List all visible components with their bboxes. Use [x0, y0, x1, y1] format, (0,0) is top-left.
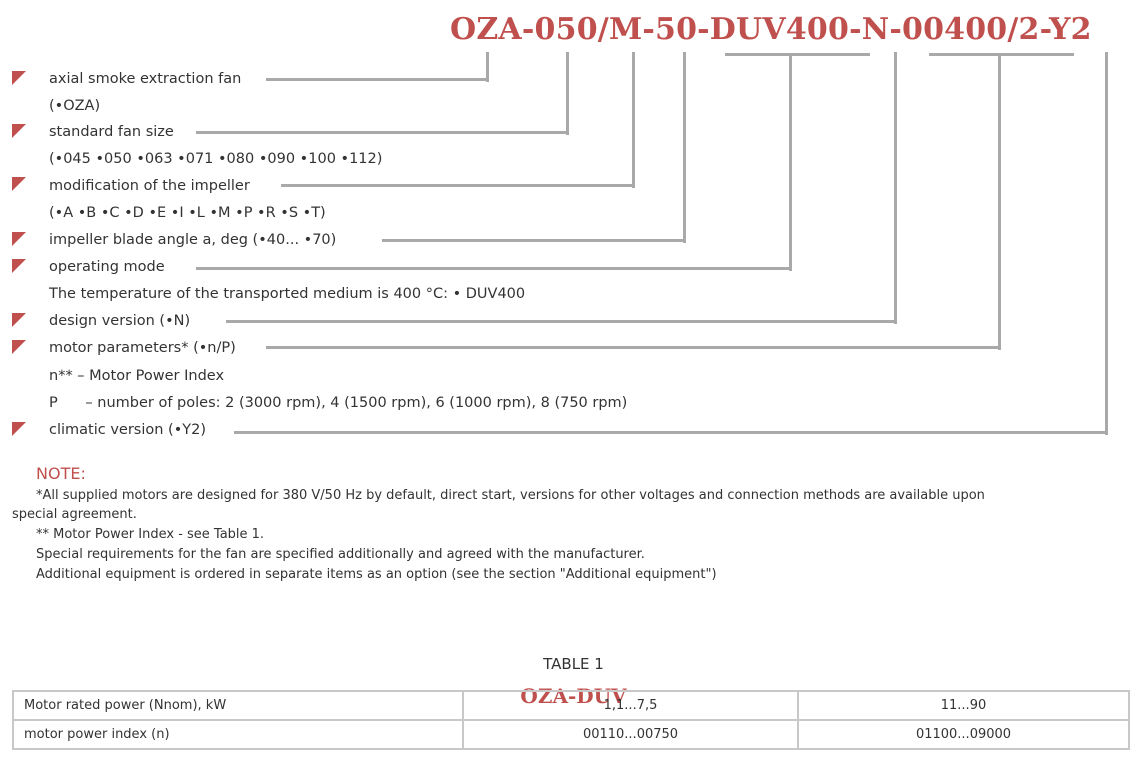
table-row — [13, 691, 1129, 720]
triangle-marker-icon — [12, 313, 26, 327]
item-motor-params-index: n** – Motor Power Index — [49, 368, 225, 384]
table-caption: TABLE 1 — [543, 655, 604, 673]
triangle-marker-icon — [12, 259, 26, 273]
table-cell: motor power index (n) — [13, 720, 463, 749]
connector-modification-leader — [281, 184, 635, 187]
item-motor-params-label: motor parameters* (•n/P) — [49, 340, 236, 356]
item-modification-options: (•A •B •C •D •E •I •L •M •P •R •S •T) — [49, 205, 326, 221]
connector-angle-stem — [683, 52, 686, 243]
note-line-1: *All supplied motors are designed for 380 V/50 Hz by default, direct start, versions for other voltages and connection methods are available upon — [36, 488, 985, 503]
item-fan-type-label: axial smoke extraction fan — [49, 71, 242, 87]
note-line-2: ** Motor Power Index - see Table 1. — [36, 527, 265, 542]
connector-climatic-stem — [1105, 52, 1108, 435]
connector-climatic-leader — [234, 431, 1108, 434]
connector-mode-stem — [789, 53, 792, 271]
table-title: OZA-DUV — [520, 684, 627, 708]
table-cell: 1,1...7,5 — [463, 691, 798, 720]
connector-angle-leader — [382, 239, 686, 242]
connector-modification-stem — [632, 52, 635, 188]
item-motor-params-poles: P – number of poles: 2 (3000 rpm), 4 (1500 rpm), 6 (1000 rpm), 8 (750 rpm) — [49, 395, 628, 411]
connector-motor-leader — [266, 346, 1001, 349]
table-cell: Motor rated power (Nnom), kW — [13, 691, 463, 720]
triangle-marker-icon — [12, 71, 26, 85]
item-modification-label: modification of the impeller — [49, 178, 250, 194]
table-cell: 11...90 — [798, 691, 1129, 720]
note-line-4: Additional equipment is ordered in separate items as an option (see the section "Additional equipment") — [36, 567, 717, 582]
item-fan-size-label: standard fan size — [49, 124, 174, 140]
connector-design-leader — [226, 320, 897, 323]
connector-design-stem — [894, 52, 897, 324]
item-design-version-label: design version (•N) — [49, 313, 191, 329]
connector-mode-leader — [196, 267, 792, 270]
note-line-3: Special requirements for the fan are specified additionally and agreed with the manufacturer. — [36, 547, 645, 562]
connector-size-leader — [196, 131, 569, 134]
item-fan-type-options: (•OZA) — [49, 98, 101, 114]
triangle-marker-icon — [12, 124, 26, 138]
triangle-marker-icon — [12, 422, 26, 436]
model-code-title: OZA-050/M-50-DUV400-N-00400/2-Y2 — [450, 12, 1092, 47]
table-row — [13, 720, 1129, 749]
triangle-marker-icon — [12, 177, 26, 191]
triangle-marker-icon — [12, 232, 26, 246]
item-blade-angle-label: impeller blade angle a, deg (•40... •70) — [49, 232, 337, 248]
motor-power-table — [12, 690, 1130, 750]
triangle-marker-icon — [12, 340, 26, 354]
item-fan-size-options: (•045 •050 •063 •071 •080 •090 •100 •112) — [49, 151, 383, 167]
connector-size-stem — [566, 52, 569, 135]
connector-motor-bracket — [929, 53, 1074, 56]
item-operating-mode-detail: The temperature of the transported medium is 400 °C: • DUV400 — [49, 286, 526, 302]
connector-oza-leader — [266, 78, 489, 81]
note-line-1-cont: special agreement. — [12, 507, 137, 522]
item-climatic-label: climatic version (•Y2) — [49, 422, 207, 438]
note-title: NOTE: — [36, 464, 86, 483]
table-cell: 01100...09000 — [798, 720, 1129, 749]
table-cell: 00110...00750 — [463, 720, 798, 749]
item-operating-mode-label: operating mode — [49, 259, 165, 275]
connector-mode-bracket — [725, 53, 870, 56]
connector-motor-stem — [998, 53, 1001, 350]
